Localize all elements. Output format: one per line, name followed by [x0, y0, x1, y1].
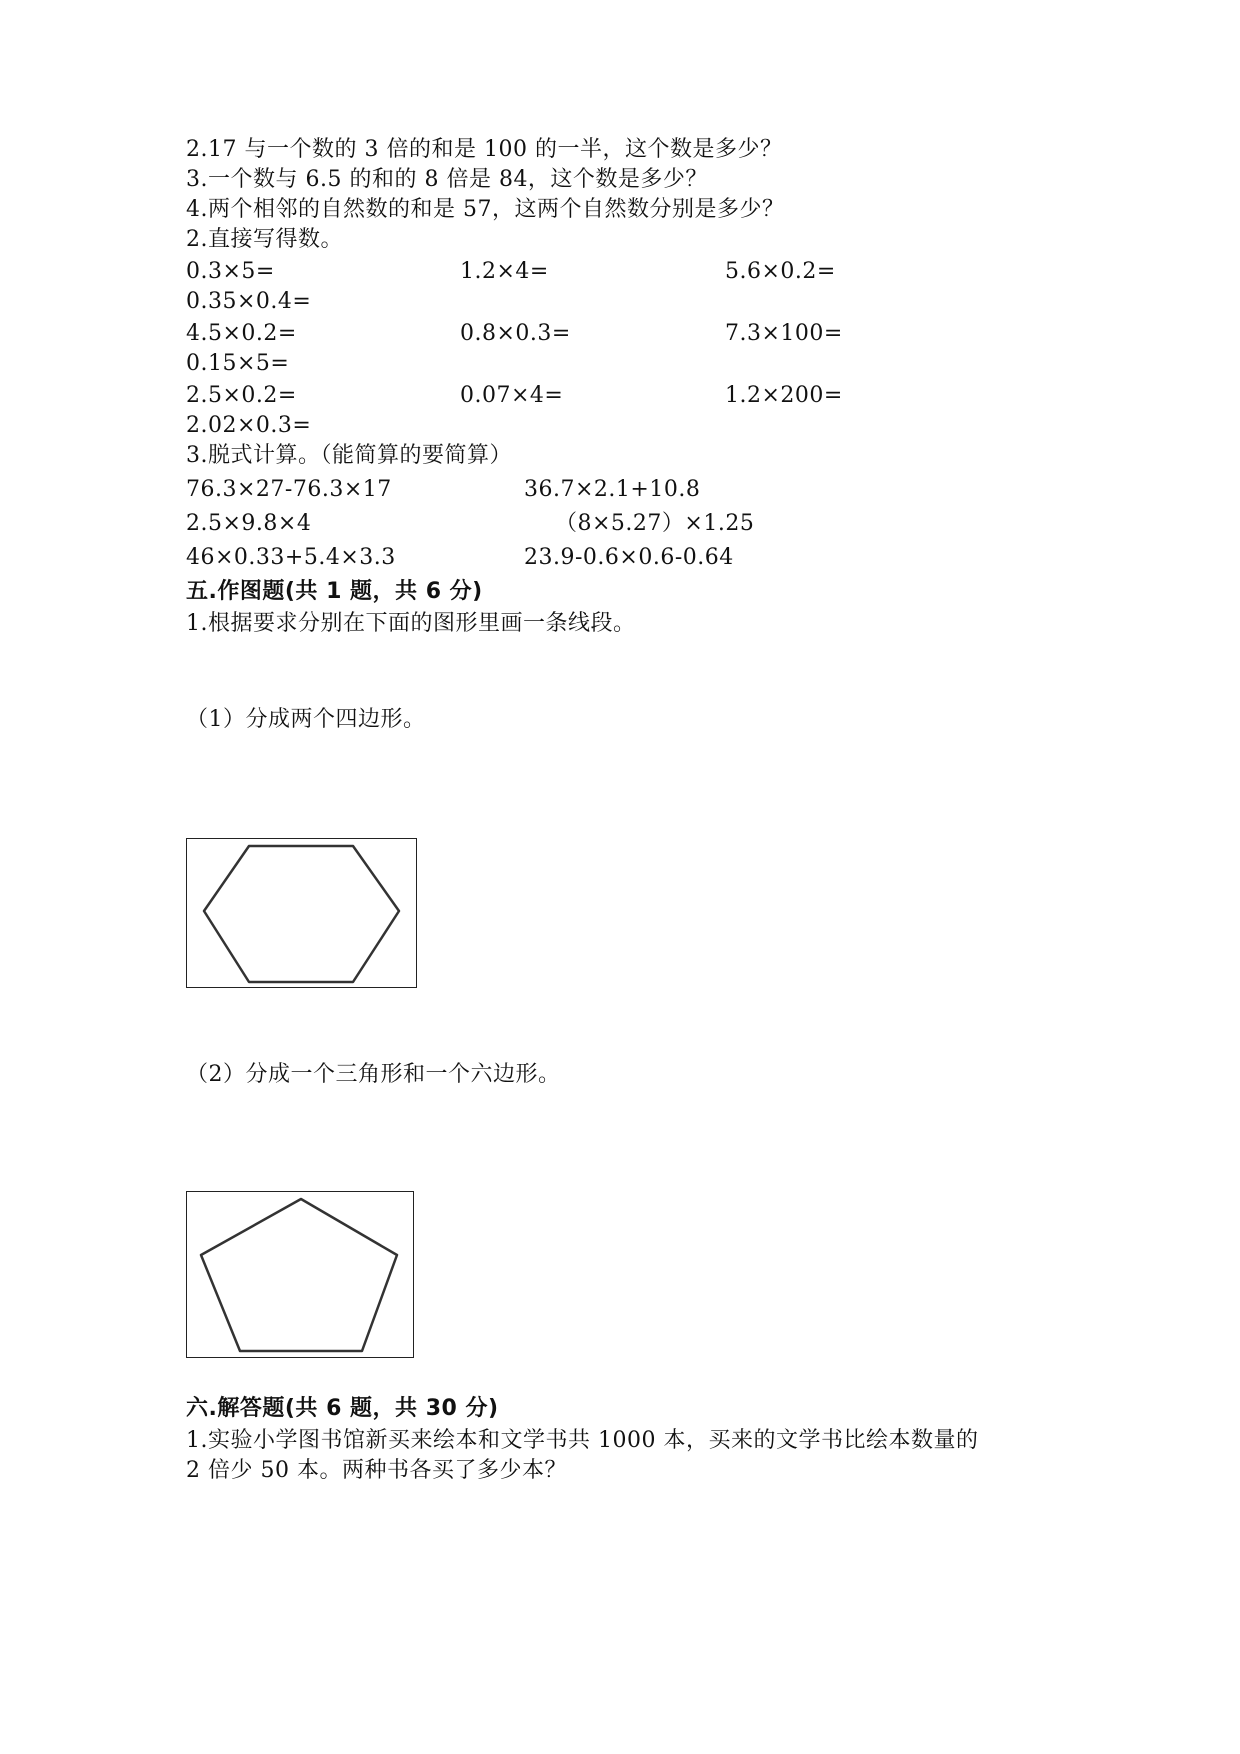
direct-calc-item: 5.6×0.2=: [725, 259, 836, 284]
direct-calc-item: 1.2×4=: [460, 259, 549, 284]
hexagon-shape: [187, 839, 418, 989]
pentagon-shape: [187, 1192, 415, 1359]
direct-calc-item: 2.02×0.3=: [186, 413, 312, 438]
direct-calc-item: 0.07×4=: [460, 383, 564, 408]
step-calc-item: 46×0.33+5.4×3.3: [186, 545, 396, 570]
section-5-heading: 五.作图题(共 1 题，共 6 分): [186, 579, 483, 604]
direct-calc-item: 1.2×200=: [725, 383, 843, 408]
step-calc-item: （8×5.27）×1.25: [555, 511, 755, 536]
question-3-text: 3.一个数与 6.5 的和的 8 倍是 84，这个数是多少？: [186, 167, 708, 192]
direct-calc-item: 0.8×0.3=: [460, 321, 571, 346]
direct-calc-item: 2.5×0.2=: [186, 383, 297, 408]
question-4-text: 4.两个相邻的自然数的和是 57，这两个自然数分别是多少？: [186, 197, 785, 222]
section-6-question-1-line-2: 2 倍少 50 本。两种书各买了多少本？: [186, 1458, 567, 1483]
hexagon-figure: [186, 838, 417, 988]
direct-calc-item: 0.3×5=: [186, 259, 275, 284]
section-6-heading: 六.解答题(共 6 题，共 30 分): [186, 1396, 499, 1421]
section-6-question-1-line-1: 1.实验小学图书馆新买来绘本和文学书共 1000 本，买来的文学书比绘本数量的: [186, 1428, 979, 1453]
direct-calc-item: 0.15×5=: [186, 351, 290, 376]
step-calc-item: 36.7×2.1+10.8: [524, 477, 701, 502]
pentagon-figure: [186, 1191, 414, 1358]
step-calc-item: 23.9-0.6×0.6-0.64: [524, 545, 734, 570]
direct-calc-title: 2.直接写得数。: [186, 227, 343, 252]
section-5-part-2: （2）分成一个三角形和一个六边形。: [186, 1062, 561, 1087]
direct-calc-item: 0.35×0.4=: [186, 289, 312, 314]
direct-calc-item: 4.5×0.2=: [186, 321, 297, 346]
section-5-question: 1.根据要求分别在下面的图形里画一条线段。: [186, 611, 636, 636]
step-calc-item: 76.3×27-76.3×17: [186, 477, 392, 502]
step-calc-title: 3.脱式计算。（能简算的要简算）: [186, 443, 512, 468]
step-calc-item: 2.5×9.8×4: [186, 511, 312, 536]
question-2-text: 2.17 与一个数的 3 倍的和是 100 的一半，这个数是多少？: [186, 137, 783, 162]
section-5-part-1: （1）分成两个四边形。: [186, 707, 426, 732]
direct-calc-item: 7.3×100=: [725, 321, 843, 346]
